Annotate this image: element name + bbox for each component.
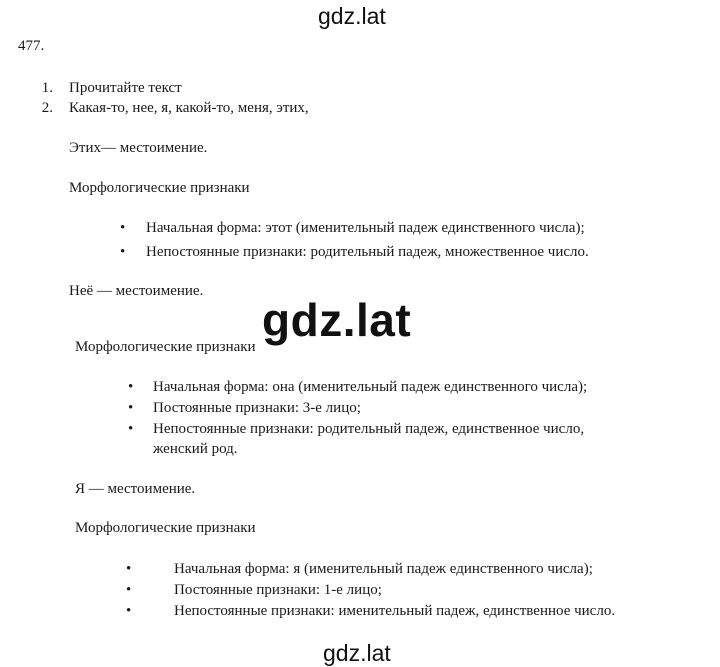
bullet-text: Постоянные признаки: 3-е лицо; bbox=[153, 400, 361, 416]
word-line: Неё — местоимение. bbox=[69, 283, 204, 299]
bullet-text-continued: женский род. bbox=[153, 441, 238, 457]
list-text: Какая-то, нее, я, какой-то, меня, этих, bbox=[69, 100, 309, 116]
list-number: 1. bbox=[41, 80, 53, 96]
watermark-bottom: gdz.lat bbox=[323, 640, 391, 666]
watermark-middle: gdz.lat bbox=[262, 294, 412, 346]
task-number: 477. bbox=[18, 38, 45, 54]
list-number: 2. bbox=[41, 100, 53, 116]
bullet-text: Непостоянные признаки: родительный падеж, единственное число, bbox=[153, 421, 585, 437]
bullet-text: Непостоянные признаки: именительный падеж, единственное число. bbox=[174, 603, 616, 619]
watermark-top: gdz.lat bbox=[318, 3, 386, 29]
section-heading: Морфологические признаки bbox=[75, 520, 256, 536]
bullet-dot: • bbox=[126, 561, 132, 577]
bullet-dot: • bbox=[126, 603, 132, 619]
bullet-text: Начальная форма: она (именительный падеж единственного числа); bbox=[153, 379, 588, 395]
bullet-text: Непостоянные признаки: родительный падеж, множественное число. bbox=[146, 244, 589, 260]
bullet-dot: • bbox=[120, 220, 126, 236]
word-line: Я — местоимение. bbox=[75, 481, 196, 497]
bullet-dot: • bbox=[128, 421, 134, 437]
bullet-dot: • bbox=[120, 244, 126, 260]
word-line: Этих— местоимение. bbox=[69, 140, 208, 156]
bullet-text: Начальная форма: этот (именительный падеж единственного числа); bbox=[146, 220, 585, 236]
list-text: Прочитайте текст bbox=[69, 80, 182, 96]
section-heading: Морфологические признаки bbox=[69, 180, 250, 196]
bullet-dot: • bbox=[126, 582, 132, 598]
bullet-dot: • bbox=[128, 400, 134, 416]
bullet-dot: • bbox=[128, 379, 134, 395]
bullet-text: Постоянные признаки: 1-е лицо; bbox=[174, 582, 382, 598]
bullet-text: Начальная форма: я (именительный падеж единственного числа); bbox=[174, 561, 593, 577]
section-heading: Морфологические признаки bbox=[75, 339, 256, 355]
